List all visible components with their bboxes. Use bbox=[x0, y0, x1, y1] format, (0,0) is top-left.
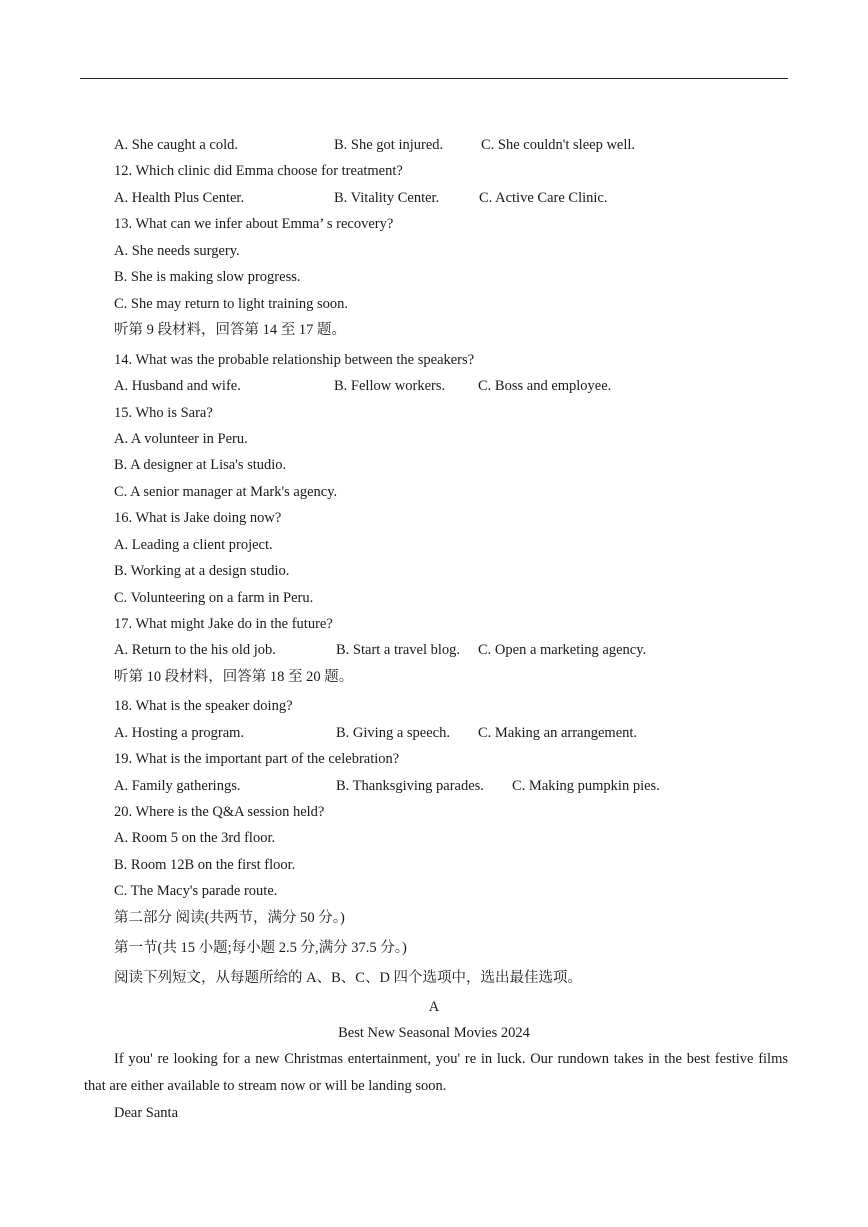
q20-option-c: C. The Macy's parade route. bbox=[114, 883, 278, 899]
q14-option-c: C. Boss and employee. bbox=[478, 378, 612, 394]
q17-option-b: B. Start a travel blog. bbox=[336, 642, 461, 658]
section-9-heading: 听第 9 段材料，回答第 14 至 17 题。 bbox=[114, 322, 346, 338]
q14-option-a: A. Husband and wife. bbox=[114, 378, 241, 394]
q16-option-a: A. Leading a client project. bbox=[114, 537, 273, 553]
q15-option-a: A. A volunteer in Peru. bbox=[114, 431, 248, 447]
q15-stem: 15. Who is Sara? bbox=[114, 405, 213, 421]
part-2-section-1-heading: 第一节(共 15 小题;每小题 2.5 分,满分 37.5 分。) bbox=[114, 940, 407, 956]
q16-option-b: B. Working at a design studio. bbox=[114, 563, 290, 579]
q19-option-c: C. Making pumpkin pies. bbox=[512, 778, 660, 794]
q13-stem: 13. What can we infer about Emma’ s recovery? bbox=[114, 216, 394, 232]
q18-option-a: A. Hosting a program. bbox=[114, 725, 245, 741]
q12-option-a: A. Health Plus Center. bbox=[114, 190, 245, 206]
passage-intro-paragraph: If you' re looking for a new Christmas entertainment, you' re in luck. Our rundown takes in the best festive films that are either available to stream now or will be landing soon. bbox=[84, 1051, 788, 1094]
q18-stem: 18. What is the speaker doing? bbox=[114, 698, 293, 714]
q17-option-a: A. Return to the his old job. bbox=[114, 642, 276, 658]
q20-stem: 20. Where is the Q&A session held? bbox=[114, 804, 325, 820]
q16-option-c: C. Volunteering on a farm in Peru. bbox=[114, 590, 314, 606]
q20-option-a: A. Room 5 on the 3rd floor. bbox=[114, 830, 276, 846]
q13-option-b: B. She is making slow progress. bbox=[114, 269, 301, 285]
section-10-heading: 听第 10 段材料，回答第 18 至 20 题。 bbox=[114, 669, 354, 685]
q11-option-c: C. She couldn't sleep well. bbox=[481, 137, 636, 153]
q18-option-b: B. Giving a speech. bbox=[336, 725, 450, 741]
q14-stem: 14. What was the probable relationship between the speakers? bbox=[114, 352, 475, 368]
q12-option-c: C. Active Care Clinic. bbox=[479, 190, 608, 206]
passage-subheading: Dear Santa bbox=[114, 1105, 179, 1121]
q16-stem: 16. What is Jake doing now? bbox=[114, 510, 282, 526]
q19-option-b: B. Thanksgiving parades. bbox=[336, 778, 484, 794]
q15-option-b: B. A designer at Lisa's studio. bbox=[114, 457, 287, 473]
passage-title: Best New Seasonal Movies 2024 bbox=[338, 1025, 530, 1041]
q15-option-c: C. A senior manager at Mark's agency. bbox=[114, 484, 338, 500]
q17-option-c: C. Open a marketing agency. bbox=[478, 642, 647, 658]
q11-option-a: A. She caught a cold. bbox=[114, 137, 239, 153]
q18-option-c: C. Making an arrangement. bbox=[478, 725, 638, 741]
q13-option-a: A. She needs surgery. bbox=[114, 243, 240, 259]
q12-option-b: B. Vitality Center. bbox=[334, 190, 440, 206]
reading-instruction: 阅读下列短文，从每题所给的 A、B、C、D 四个选项中，选出最佳选项。 bbox=[114, 970, 583, 986]
passage-letter: A bbox=[428, 999, 440, 1015]
q14-option-b: B. Fellow workers. bbox=[334, 378, 446, 394]
header-rule bbox=[80, 78, 788, 79]
q12-stem: 12. Which clinic did Emma choose for treatment? bbox=[114, 163, 403, 179]
q19-stem: 19. What is the important part of the celebration? bbox=[114, 751, 400, 767]
q20-option-b: B. Room 12B on the first floor. bbox=[114, 857, 296, 873]
q13-option-c: C. She may return to light training soon. bbox=[114, 296, 348, 312]
q11-option-b: B. She got injured. bbox=[334, 137, 444, 153]
part-2-heading: 第二部分 阅读(共两节，满分 50 分。) bbox=[114, 910, 345, 926]
q19-option-a: A. Family gatherings. bbox=[114, 778, 241, 794]
q17-stem: 17. What might Jake do in the future? bbox=[114, 616, 333, 632]
